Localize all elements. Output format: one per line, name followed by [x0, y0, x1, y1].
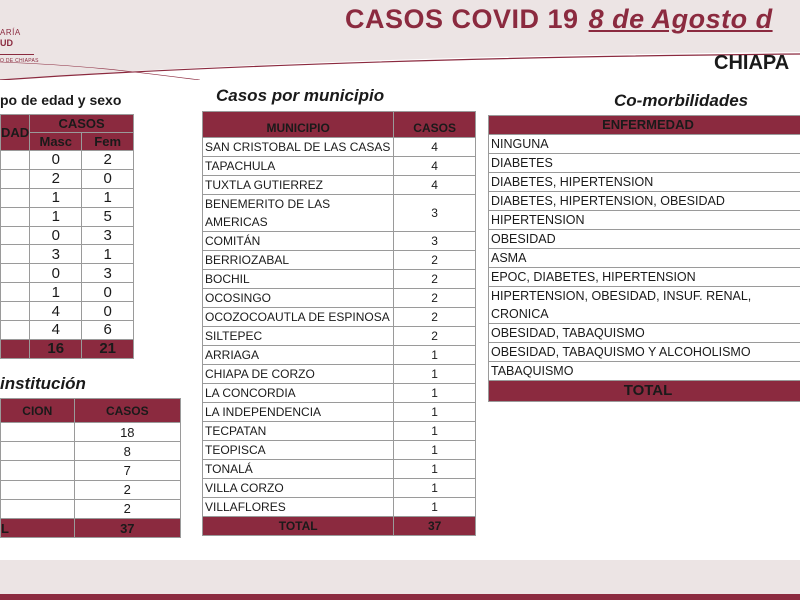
masc-cell: 4 [30, 302, 82, 321]
table-row [1, 480, 181, 499]
table-row [1, 151, 134, 170]
table-row [203, 176, 476, 195]
municipio-cases-cell: 1 [394, 384, 476, 403]
institution-cases-cell: 18 [74, 423, 180, 442]
table-row [489, 324, 800, 343]
municipio-cases-cell: 2 [394, 289, 476, 308]
age-group-cell [1, 264, 30, 283]
institution-table-body [1, 423, 181, 519]
masc-cell: 2 [30, 169, 82, 188]
institution-cases-cell: 7 [74, 461, 180, 480]
age-group-cell [1, 226, 30, 245]
page-title [345, 4, 773, 35]
table-row [203, 346, 476, 365]
table-row [489, 362, 800, 381]
comorbidity-cell: DIABETES, HIPERTENSION, OBESIDAD [489, 192, 800, 211]
masc-cell: 0 [30, 151, 82, 170]
municipio-cases-cell: 4 [394, 176, 476, 195]
table-row [489, 268, 800, 287]
municipio-name-cell: LA INDEPENDENCIA [203, 403, 394, 422]
comorbidity-cell: OBESIDAD, TABAQUISMO Y ALCOHOLISMO [489, 343, 800, 362]
table-row [203, 308, 476, 327]
footer-band [0, 560, 800, 600]
comor-total-label: TOTAL [489, 381, 800, 402]
fem-cell: 1 [82, 245, 134, 264]
municipio-cases-cell: 1 [394, 365, 476, 384]
logo [0, 6, 70, 70]
municipio-name-cell: BERRIOZABAL [203, 251, 394, 270]
inst-total-label: L [1, 518, 75, 537]
comorbidity-cell: HIPERTENSION [489, 211, 800, 230]
muni-total-value: 37 [394, 517, 476, 536]
municipio-section-title: Casos por municipio [216, 86, 385, 105]
col-masc: Masc [30, 133, 82, 151]
municipio-table [202, 111, 476, 536]
header [0, 0, 800, 80]
table-row [489, 211, 800, 230]
table-row [203, 498, 476, 517]
table-row [489, 343, 800, 362]
table-row [1, 188, 134, 207]
municipio-table-body [203, 138, 476, 517]
table-row [489, 154, 800, 173]
municipio-name-cell: ARRIAGA [203, 346, 394, 365]
municipio-cases-cell: 1 [394, 479, 476, 498]
institution-cases-cell: 2 [74, 480, 180, 499]
municipio-cases-cell: 1 [394, 403, 476, 422]
table-row [203, 422, 476, 441]
municipio-name-cell: OCOZOCOAUTLA DE ESPINOSA [203, 308, 394, 327]
municipio-cases-cell: 1 [394, 460, 476, 479]
fem-cell: 5 [82, 207, 134, 226]
municipio-cases-cell: 2 [394, 270, 476, 289]
comorbidity-cell: EPOC, DIABETES, HIPERTENSION [489, 268, 800, 287]
comor-header: ENFERMEDAD [489, 116, 800, 135]
municipio-cases-cell: 1 [394, 441, 476, 460]
institution-cases-cell: 8 [74, 442, 180, 461]
municipio-name-cell: SILTEPEC [203, 327, 394, 346]
fem-cell: 2 [82, 151, 134, 170]
table-row [203, 251, 476, 270]
logo-line1: ARÍA [0, 28, 21, 37]
table-row [1, 499, 181, 518]
age-group-cell [1, 169, 30, 188]
table-row [489, 230, 800, 249]
table-row [203, 327, 476, 346]
municipio-cases-cell: 4 [394, 157, 476, 176]
municipio-name-cell: OCOSINGO [203, 289, 394, 308]
inst-total-value: 37 [74, 518, 180, 537]
institution-name-cell [1, 461, 75, 480]
comorbidity-cell: DIABETES [489, 154, 800, 173]
municipio-name-cell: TEOPISCA [203, 441, 394, 460]
muni-total-label: TOTAL [203, 517, 394, 536]
masc-cell: 0 [30, 264, 82, 283]
municipio-cases-cell: 2 [394, 308, 476, 327]
table-row [203, 232, 476, 251]
municipio-name-cell: TECPATAN [203, 422, 394, 441]
comorbidity-cell: TABAQUISMO [489, 362, 800, 381]
fem-cell: 3 [82, 226, 134, 245]
table-row [203, 403, 476, 422]
muni-header-cases: CASOS [394, 112, 476, 138]
table-row [203, 157, 476, 176]
comorbidity-cell: OBESIDAD, TABAQUISMO [489, 324, 800, 343]
header-wave [0, 44, 800, 80]
table-row [203, 479, 476, 498]
fem-cell: 1 [82, 188, 134, 207]
table-row [1, 423, 181, 442]
muni-header-name: MUNICIPIO [203, 112, 394, 138]
municipio-cases-cell: 1 [394, 346, 476, 365]
col-fem: Fem [82, 133, 134, 151]
comorbidity-table-body [489, 135, 800, 381]
age-total-masc: 16 [30, 339, 82, 358]
title-date: 8 de Agosto d [588, 4, 773, 34]
table-row [203, 270, 476, 289]
comorbidity-table [488, 115, 800, 402]
comorbidity-section-title: Co-morbilidades [614, 91, 749, 110]
age-table-body [1, 151, 134, 340]
age-header-left: DAD [1, 115, 30, 151]
institution-name-cell [1, 442, 75, 461]
table-row [1, 226, 134, 245]
table-row [203, 289, 476, 308]
fem-cell: 0 [82, 302, 134, 321]
table-row [1, 302, 134, 321]
comorbidity-cell: ASMA [489, 249, 800, 268]
municipio-cases-cell: 3 [394, 195, 476, 232]
table-row [1, 245, 134, 264]
age-group-cell [1, 188, 30, 207]
age-section-title: po de edad y sexo [0, 92, 122, 108]
municipio-cases-cell: 4 [394, 138, 476, 157]
table-row [203, 195, 476, 232]
municipio-name-cell: VILLAFLORES [203, 498, 394, 517]
age-group-cell [1, 283, 30, 302]
masc-cell: 1 [30, 188, 82, 207]
table-row [1, 169, 134, 188]
fem-cell: 3 [82, 264, 134, 283]
age-group-cell [1, 321, 30, 340]
table-row [1, 264, 134, 283]
masc-cell: 0 [30, 226, 82, 245]
institution-cases-cell: 2 [74, 499, 180, 518]
institution-table [0, 398, 181, 538]
municipio-name-cell: TAPACHULA [203, 157, 394, 176]
masc-cell: 3 [30, 245, 82, 264]
institution-section-title: institución [0, 374, 86, 393]
municipio-cases-cell: 1 [394, 422, 476, 441]
municipio-name-cell: CHIAPA DE CORZO [203, 365, 394, 384]
comorbidity-cell: DIABETES, HIPERTENSION [489, 173, 800, 192]
municipio-name-cell: BOCHIL [203, 270, 394, 289]
age-group-cell [1, 245, 30, 264]
age-total-fem: 21 [82, 339, 134, 358]
table-row [1, 207, 134, 226]
table-row [203, 460, 476, 479]
title-text: CASOS COVID 19 [345, 4, 579, 34]
masc-cell: 4 [30, 321, 82, 340]
table-row [489, 192, 800, 211]
logo-rule [0, 54, 34, 55]
table-row [1, 442, 181, 461]
region-label: CHIAPA [714, 52, 790, 74]
table-row [1, 321, 134, 340]
municipio-name-cell: COMITÁN [203, 232, 394, 251]
institution-name-cell [1, 499, 75, 518]
table-row [489, 287, 800, 324]
municipio-cases-cell: 2 [394, 251, 476, 270]
municipio-name-cell: BENEMERITO DE LAS AMERICAS [203, 195, 394, 232]
municipio-name-cell: TONALÁ [203, 460, 394, 479]
table-row [203, 441, 476, 460]
table-row [489, 173, 800, 192]
municipio-cases-cell: 3 [394, 232, 476, 251]
age-group-cell [1, 151, 30, 170]
inst-header-cases: CASOS [74, 399, 180, 423]
fem-cell: 6 [82, 321, 134, 340]
masc-cell: 1 [30, 283, 82, 302]
inst-header-left: CION [1, 399, 75, 423]
age-total-label [1, 339, 30, 358]
municipio-name-cell: TUXTLA GUTIERREZ [203, 176, 394, 195]
municipio-name-cell: VILLA CORZO [203, 479, 394, 498]
comorbidity-cell: NINGUNA [489, 135, 800, 154]
table-row [489, 135, 800, 154]
age-sex-table [0, 114, 134, 359]
logo-line2: UD [0, 38, 13, 48]
table-row [203, 365, 476, 384]
institution-name-cell [1, 480, 75, 499]
institution-name-cell [1, 423, 75, 442]
municipio-cases-cell: 1 [394, 498, 476, 517]
comorbidity-cell: OBESIDAD [489, 230, 800, 249]
comorbidity-cell: HIPERTENSION, OBESIDAD, INSUF. RENAL, CRONICA [489, 287, 800, 324]
masc-cell: 1 [30, 207, 82, 226]
table-row [1, 461, 181, 480]
municipio-name-cell: LA CONCORDIA [203, 384, 394, 403]
age-group-cell [1, 302, 30, 321]
age-group-cell [1, 207, 30, 226]
table-row [1, 283, 134, 302]
fem-cell: 0 [82, 169, 134, 188]
municipio-name-cell: SAN CRISTOBAL DE LAS CASAS [203, 138, 394, 157]
age-header-cases: CASOS [30, 115, 134, 133]
table-row [489, 249, 800, 268]
fem-cell: 0 [82, 283, 134, 302]
logo-line3: O DE CHIAPAS [0, 58, 39, 64]
table-row [203, 384, 476, 403]
table-row [203, 138, 476, 157]
municipio-cases-cell: 2 [394, 327, 476, 346]
